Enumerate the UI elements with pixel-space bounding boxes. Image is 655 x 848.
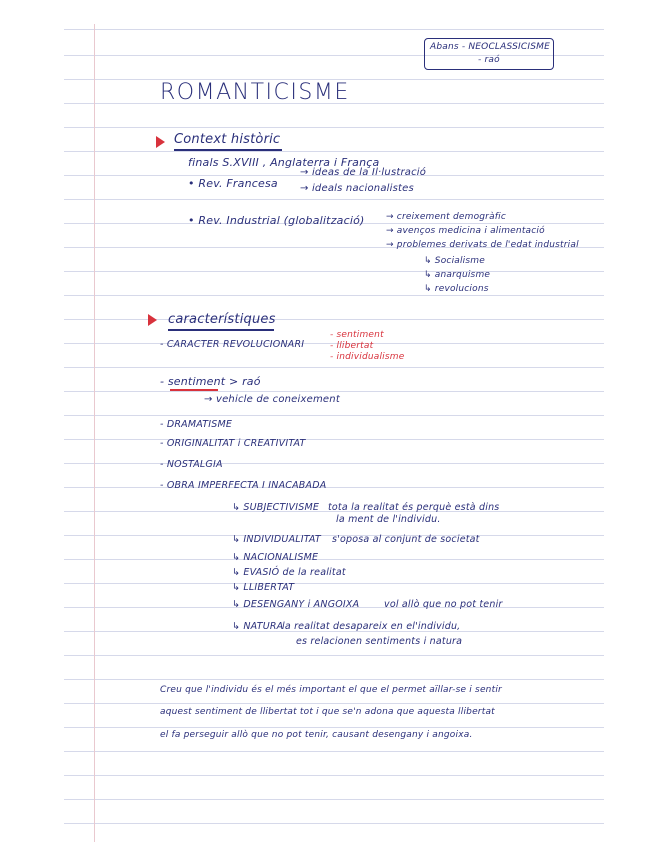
- sentiment-raó: - sentiment > raó: [160, 375, 261, 388]
- box-line-2: - raó: [478, 55, 500, 65]
- context-line-1: finals S.XVIII , Anglaterra i França: [188, 156, 380, 169]
- rev-industrial: • Rev. Industrial (globalització): [188, 214, 365, 227]
- subjectivisme-desc-1: tota la realitat és perquè està dins: [328, 502, 500, 513]
- notebook-page: [64, 24, 604, 842]
- subjectivisme: ↳ SUBJECTIVISME: [232, 502, 320, 513]
- natura-desc-1: la realitat desapareix en el'individu,: [282, 621, 461, 632]
- summary-line-2: aquest sentiment de llibertat tot i que se'n adona que aquesta llibertat: [160, 707, 495, 717]
- nacionalisme: ↳ NACIONALISME: [232, 552, 319, 563]
- summary-line-1: Creu que l'individu és el més important el que el permet aïllar-se i sentir: [160, 685, 502, 695]
- desengany: ↳ DESENGANY i ANGOIXA: [232, 599, 360, 610]
- originalitat: - ORIGINALITAT i CREATIVITAT: [160, 438, 306, 449]
- heading-underline: [174, 149, 282, 151]
- natura: ↳ NATURA: [232, 621, 284, 632]
- page-title: ROMANTICISME: [160, 80, 350, 105]
- box-line-1: Abans - NEOCLASSICISME: [430, 42, 550, 52]
- caracter-revolucionari: - CARACTER REVOLUCIONARI: [160, 339, 305, 350]
- desengany-desc: vol allò que no pot tenir: [384, 599, 503, 610]
- caracter-sentiment: - sentiment: [330, 330, 384, 340]
- margin-line: [94, 24, 95, 842]
- red-arrow-bullet-icon: [156, 136, 165, 148]
- caracter-llibertat: - llibertat: [330, 341, 374, 351]
- rev-francesa-sub-2: → ideals nacionalistes: [300, 183, 414, 194]
- summary-line-3: el fa perseguir allò que no pot tenir, causant desengany i angoixa.: [160, 730, 473, 740]
- rev-francesa: • Rev. Francesa: [188, 177, 278, 190]
- llibertat: ↳ LLIBERTAT: [232, 582, 295, 593]
- red-arrow-bullet-icon: [148, 314, 157, 326]
- sentiment-underline: [170, 389, 218, 391]
- rev-francesa-sub-1: → ideas de la Il·lustració: [300, 167, 427, 178]
- section-heading-context: Context històric: [174, 132, 281, 147]
- obra-imperfecta: - OBRA IMPERFECTA I INACABADA: [160, 480, 327, 491]
- sub-revolucions: ↳ revolucions: [424, 284, 489, 294]
- natura-desc-2: es relacionen sentiments i natura: [296, 636, 463, 647]
- individualitat: ↳ INDIVIDUALITAT: [232, 534, 321, 545]
- nostalgia: - NOSTALGIA: [160, 459, 223, 470]
- subjectivisme-desc-2: la ment de l'individu.: [336, 514, 441, 525]
- rev-industrial-sub-3: → problemes derivats de l'edat industrial: [386, 240, 579, 250]
- evasio: ↳ EVASIÓ de la realitat: [232, 567, 346, 578]
- dramatisme: - DRAMATISME: [160, 419, 233, 430]
- section-heading-caracteristiques: característiques: [168, 312, 276, 327]
- rev-industrial-sub-2: → avenços medicina i alimentació: [386, 226, 545, 236]
- sub-socialisme: ↳ Socialisme: [424, 256, 485, 266]
- sentiment-sub: → vehicle de coneixement: [204, 394, 340, 405]
- caracter-individualisme: - individualisme: [330, 352, 405, 362]
- rev-industrial-sub-1: → creixement demogràfic: [386, 212, 507, 222]
- heading-underline: [168, 329, 274, 331]
- sub-anarquisme: ↳ anarquisme: [424, 270, 491, 280]
- individualitat-desc: s'oposa al conjunt de societat: [332, 534, 480, 545]
